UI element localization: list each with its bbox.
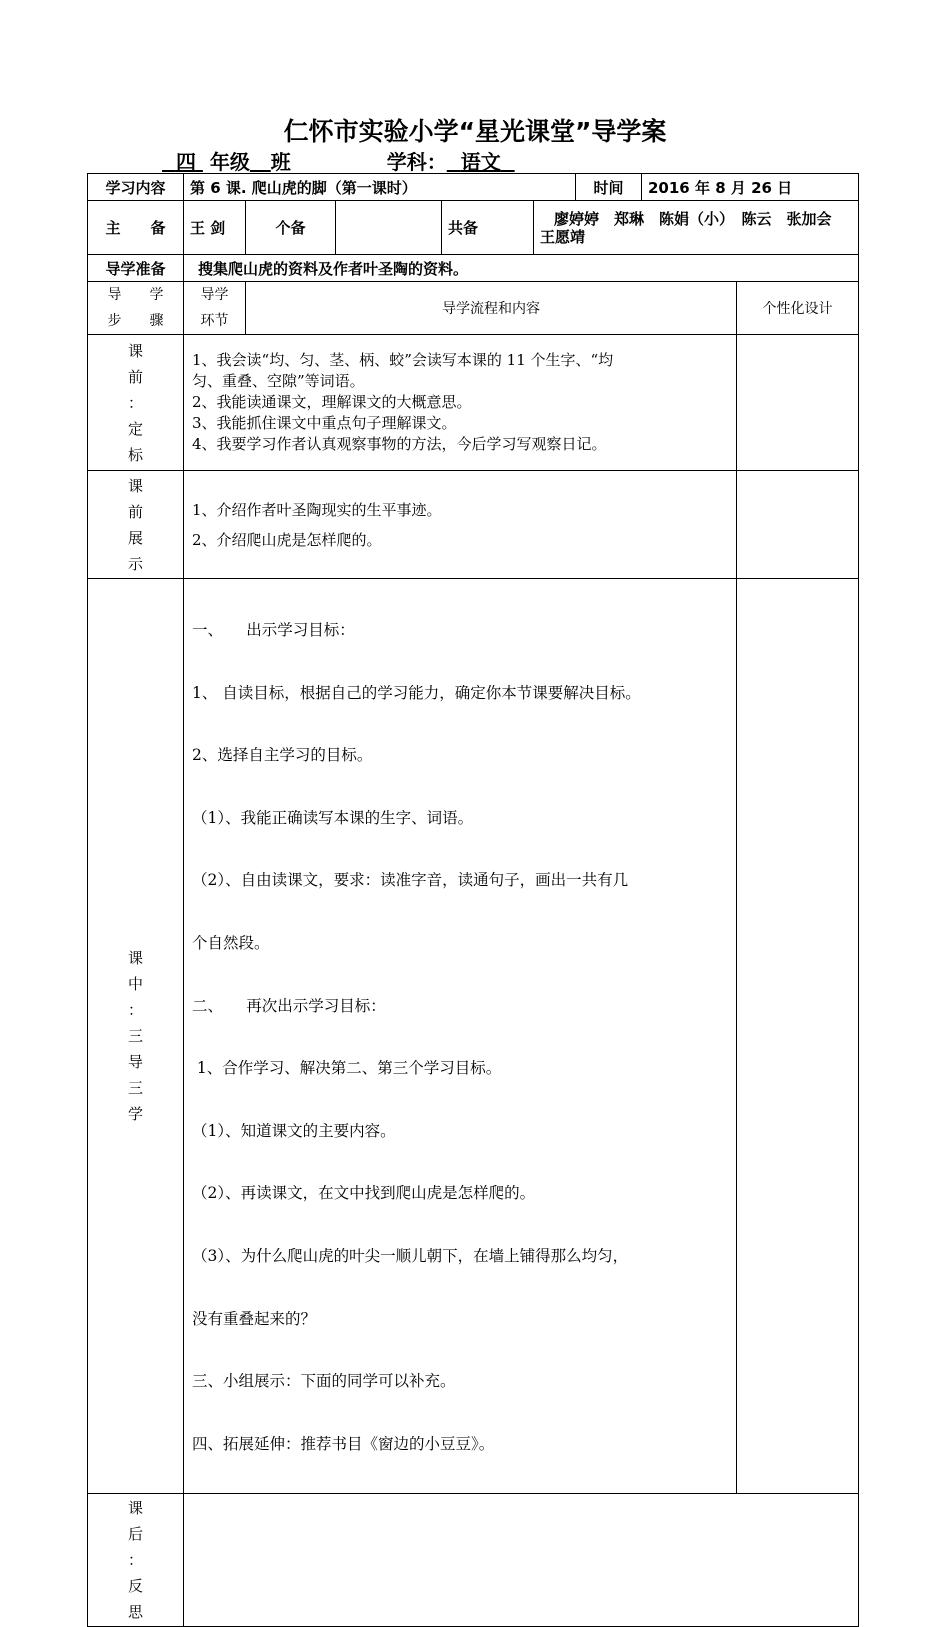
label-char: 课 (127, 476, 143, 495)
post-label (88, 1494, 184, 1627)
link-header-top: 导学 (200, 287, 229, 303)
time-value: 2016 年 8 月 26 日 (642, 174, 859, 201)
personal-prep-value (336, 201, 442, 255)
guide-prep-label: 导学准备 (88, 255, 184, 282)
label-char: ： (127, 1001, 143, 1020)
shared-prep-line1: 廖婷婷 郑琳 陈娟（小） 陈云 张加会 (554, 209, 832, 228)
page-title: 仁怀市实验小学“星光课堂”导学案 (283, 117, 667, 146)
label-char: 前 (127, 502, 143, 521)
steps-header (88, 282, 184, 335)
main-prep-label: 主 备 (88, 201, 184, 255)
content-line: （1）、知道课文的主要内容。 (192, 1121, 396, 1140)
label-char: 反 (127, 1577, 143, 1596)
content-line: 2、介绍爬山虎是怎样爬的。 (192, 530, 382, 549)
content-line: 3、我能抓住课文中重点句子理解课文。 (192, 414, 457, 432)
pre-show-personal (737, 471, 859, 579)
row-guide-prep (88, 255, 859, 282)
content-line: （2）、自由读课文，要求：读准字音，读通句子，画出一共有几 (192, 871, 629, 890)
content-line: 1、合作学习、解决第二、第三个学习目标。 (192, 1059, 502, 1078)
class-blank (250, 150, 271, 174)
grade-label: 年级 (209, 150, 250, 174)
label-char: 前 (127, 367, 143, 386)
content-line: （3）、为什么爬山虎的叶尖一顺儿朝下，在墙上铺得那么均匀， (192, 1246, 629, 1265)
process-header: 导学流程和内容 (246, 282, 737, 335)
content-line: 三、小组展示：下面的同学可以补充。 (192, 1372, 456, 1391)
content-line: 1、 自读目标，根据自己的学习能力，确定你本节课要解决目标。 (192, 683, 641, 702)
row-pre-show (88, 471, 859, 579)
shared-prep-label: 共备 (442, 201, 534, 255)
content-line: 2、我能读通课文，理解课文的大概意思。 (192, 393, 472, 411)
pre-goal-label (88, 335, 184, 471)
content-line: 1、介绍作者叶圣陶现实的生平事迹。 (192, 500, 442, 519)
personal-header: 个性化设计 (737, 282, 859, 335)
label-char: 学 (127, 1105, 143, 1124)
grade-subject-line (162, 146, 515, 175)
post-content (184, 1494, 859, 1627)
grade-blank (162, 150, 203, 174)
row-post (88, 1494, 859, 1627)
content-line: 匀、重叠、空隙”等词语。 (192, 372, 365, 390)
subject-label: 学科： (386, 150, 447, 174)
row-column-headers (88, 282, 859, 335)
pre-goal-content (184, 335, 737, 471)
label-char: ： (127, 1551, 143, 1570)
time-label: 时间 (576, 174, 642, 201)
link-header (184, 282, 246, 335)
label-char: ： (127, 393, 143, 412)
label-char: 展 (127, 528, 143, 547)
content-line: 四、拓展延伸：推荐书目《窗边的小豆豆》。 (192, 1434, 495, 1453)
row-in-class (88, 579, 859, 1494)
subject-blank (447, 150, 515, 174)
label-char: 三 (127, 1027, 143, 1046)
subject-value: 语文 (460, 150, 501, 174)
row-preparers (88, 201, 859, 255)
steps-header-bottom: 步 骤 (107, 313, 164, 329)
content-line: 个自然段。 (192, 933, 270, 952)
label-char: 后 (127, 1525, 143, 1544)
steps-header-top: 导 学 (107, 287, 164, 303)
label-char: 课 (127, 1499, 143, 1518)
label-char: 课 (127, 341, 143, 360)
in-class-content (184, 579, 737, 1494)
guide-prep-value: 搜集爬山虎的资料及作者叶圣陶的资料。 (184, 255, 859, 282)
pre-goal-personal (737, 335, 859, 471)
label-char: 思 (127, 1603, 143, 1622)
pre-show-label (88, 471, 184, 579)
row-pre-goal (88, 335, 859, 471)
label-char: 标 (127, 445, 143, 464)
content-line: 1、我会读“均、匀、茎、柄、蛟”会读写本课的 11 个生字、“均 (192, 351, 614, 369)
label-char: 导 (127, 1053, 143, 1072)
in-class-label (88, 579, 184, 1494)
in-class-personal (737, 579, 859, 1494)
shared-prep-line2: 王愿靖 (540, 227, 586, 246)
content-label: 学习内容 (88, 174, 184, 201)
content-line: 没有重叠起来的？ (192, 1309, 317, 1328)
content-line: 2、选择自主学习的目标。 (192, 746, 373, 765)
content-value: 第 6 课. 爬山虎的脚（第一课时） (184, 174, 576, 201)
link-header-bottom: 环节 (200, 313, 229, 329)
label-char: 定 (127, 419, 143, 438)
label-char: 三 (127, 1079, 143, 1098)
label-char: 课 (127, 949, 143, 968)
label-char: 中 (127, 975, 143, 994)
content-line: 一、 出示学习目标： (192, 621, 355, 639)
lesson-plan-table (87, 173, 859, 1627)
class-label: 班 (270, 150, 291, 174)
label-char: 示 (127, 554, 143, 573)
content-line: 二、 再次出示学习目标： (192, 996, 386, 1015)
main-prep-value: 王 剑 (184, 201, 246, 255)
row-content (88, 174, 859, 201)
personal-prep-label: 个备 (246, 201, 336, 255)
shared-prep-value (534, 201, 859, 255)
content-line: （1）、我能正确读写本课的生字、词语。 (192, 808, 474, 827)
pre-show-content (184, 471, 737, 579)
content-line: （2）、再读课文，在文中找到爬山虎是怎样爬的。 (192, 1184, 536, 1203)
content-line: 4、我要学习作者认真观察事物的方法，今后学习写观察日记。 (192, 435, 607, 453)
grade-value: 四 (175, 150, 196, 174)
